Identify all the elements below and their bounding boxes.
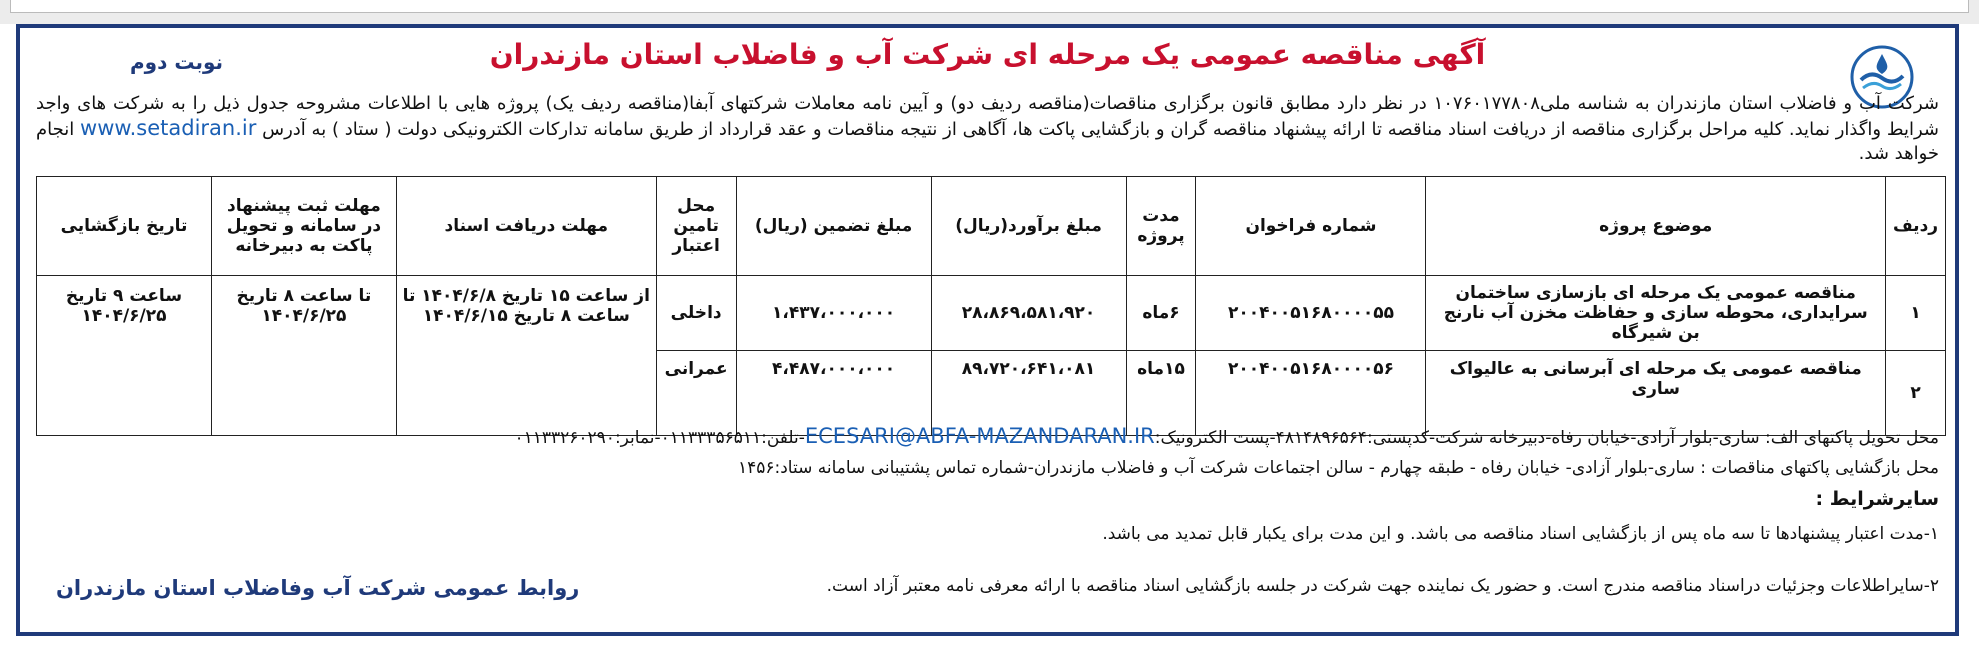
- delivery-suffix: -تلفن:۰۱۱۳۳۳۵۶۵۱۱-نمابر:۰۱۱۳۳۲۶۰۲۹۰: [514, 428, 805, 448]
- cell-opening: ساعت ۹ تاریخ ۱۴۰۴/۶/۲۵: [37, 276, 212, 436]
- cell-duration: ۱۵ماه: [1126, 351, 1196, 436]
- cell-row-no: ۲: [1886, 351, 1946, 436]
- ad-frame: [16, 24, 1959, 636]
- cell-funding: عمرانی: [656, 351, 736, 436]
- tender-table: [36, 176, 1946, 436]
- delivery-address: [36, 424, 1939, 448]
- ad-title: آگهی مناقصه عمومی یک مرحله ای شرکت آب و فاضلاب استان مازندران: [489, 38, 1486, 71]
- table-row: [37, 276, 1946, 351]
- intro-line-2: واگذار نماید. کلیه مراحل برگزاری مناقصه از دریافت اسناد مناقصه تا ارائه پیشنهاد مناقصه گران و بازگشایی پاکت ها، آگاهی از نتیجه مناقصات و عقد قرارداد از طریق سامانه تدارکات الکترونیکی دولت ( ستاد ) به آدرس: [262, 119, 1882, 140]
- intro-paragraph: [36, 92, 1939, 166]
- cell-submit-deadline: تا ساعت ۸ تاریخ ۱۴۰۴/۶/۲۵: [211, 276, 396, 436]
- cell-guarantee: ۱،۴۳۷،۰۰۰،۰۰۰: [736, 276, 931, 351]
- header-guarantee: مبلغ تضمین (ریال): [736, 177, 931, 276]
- cell-estimate: ۸۹،۷۲۰،۶۴۱،۰۸۱: [931, 351, 1126, 436]
- header-duration: مدت پروژه: [1126, 177, 1196, 276]
- header-subject: موضوع پروژه: [1426, 177, 1886, 276]
- public-relations-signature: روابط عمومی شرکت آب وفاضلاب استان مازندران: [56, 576, 580, 600]
- intro-line-1: شرکت آب و فاضلاب استان مازندران به شناسه ملی۱۰۷۶۰۱۷۷۸۰۸ در نظر دارد مطابق قانون برگزاری مناقصات(مناقصه ردیف دو) و آیین نامه معاملات شرکتهای آبفا(مناقصه ردیف یک) پروژه هایی با اطلاعات مشروحه جدول ذیل را به شرکت های واجد شرایط: [36, 93, 1939, 140]
- cell-subject: مناقصه عمومی یک مرحله ای بازسازی ساختمان سرایداری، محوطه سازی و حفاظت مخزن آب نارنج بن شیرگاه: [1426, 276, 1886, 351]
- cell-call-no: ۲۰۰۴۰۰۵۱۶۸۰۰۰۰۵۵: [1196, 276, 1426, 351]
- top-strip: [0, 0, 1979, 24]
- header-opening: تاریخ بازگشایی: [37, 177, 212, 276]
- header-call-no: شماره فراخوان: [1196, 177, 1426, 276]
- table-header-row: [37, 177, 1946, 276]
- condition-2: ۲-سایراطلاعات وجزئیات دراسناد مناقصه مندرج است. و حضور یک نماینده جهت شرکت در جلسه بازگشایی اسناد مناقصه با ارائه معرفی نامه معتبر آزاد است.: [826, 576, 1939, 596]
- cell-subject: مناقصه عمومی یک مرحله ای آبرسانی به عالیواک ساری: [1426, 351, 1886, 436]
- header-submit-deadline: مهلت ثبت پیشنهاد در سامانه و تحویل پاکت به دبیرخانه: [211, 177, 396, 276]
- setadiran-link[interactable]: www.setadiran.ir: [80, 116, 257, 140]
- cell-row-no: ۱: [1886, 276, 1946, 351]
- round-label: نوبت دوم: [130, 50, 224, 74]
- previous-ad-edge: [10, 0, 1969, 13]
- cell-estimate: ۲۸،۸۶۹،۵۸۱،۹۲۰: [931, 276, 1126, 351]
- cell-docs-deadline: از ساعت ۱۵ تاریخ ۱۴۰۴/۶/۸ تا ساعت ۸ تاریخ ۱۴۰۴/۶/۱۵: [396, 276, 656, 436]
- cell-duration: ۶ماه: [1126, 276, 1196, 351]
- header-estimate: مبلغ برآورد(ریال): [931, 177, 1126, 276]
- email-link[interactable]: ECESARI@ABFA-MAZANDARAN.IR: [804, 424, 1155, 448]
- header-funding: محل تامین اعتبار: [656, 177, 736, 276]
- opening-place: محل بازگشایی پاکتهای مناقصات : ساری-بلوار آزادی- خیابان رفاه - طبقه چهارم - سالن اجتماعات شرکت آب و فاضلاب مازندران-شماره تماس پشتیبانی سامانه ستاد:۱۴۵۶: [737, 458, 1939, 478]
- cell-funding: داخلی: [656, 276, 736, 351]
- condition-1: ۱-مدت اعتبار پیشنهادها تا سه ماه پس از بازگشایی اسناد مناقصه می باشد. و این مدت برای یکبار قابل تمدید می باشد.: [1102, 524, 1939, 544]
- delivery-prefix: محل تحویل پاکتهای الف: ساری-بلوار آزادی-خیابان رفاه-دبیرخانه شرکت-کدپستی:۴۸۱۴۸۹۶۵۶۴-پست الکترونیک:: [1154, 428, 1939, 448]
- other-conditions-heading: سایرشرایط :: [1815, 488, 1939, 510]
- cell-guarantee: ۴،۴۸۷،۰۰۰،۰۰۰: [736, 351, 931, 436]
- header-docs-deadline: مهلت دریافت اسناد: [396, 177, 656, 276]
- intro-line-2-end: انجام خواهد شد.: [36, 119, 1939, 164]
- header-row-no: ردیف: [1886, 177, 1946, 276]
- cell-call-no: ۲۰۰۴۰۰۵۱۶۸۰۰۰۰۵۶: [1196, 351, 1426, 436]
